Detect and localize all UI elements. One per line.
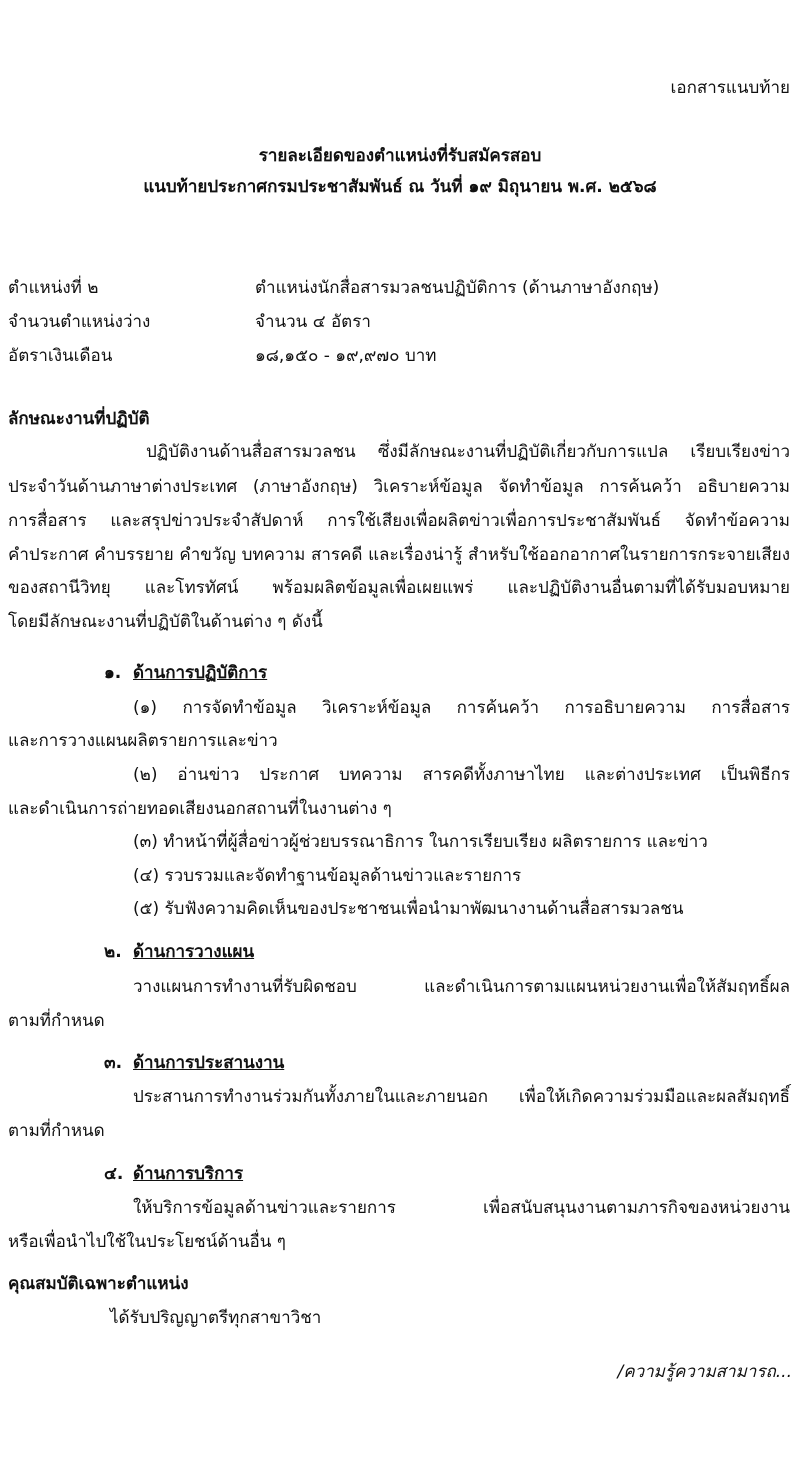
coordination-text: ประสานการทำงานร่วมกันทั้งภายในและภายนอก เพื่อให้เกิดความร่วมมือและผลสัมฤทธิ์	[133, 1087, 790, 1107]
operations-item: (๓) ทำหน้าที่ผู้สื่อข่าวผู้ช่วยบรรณาธิการ ในการเรียบเรียง ผลิตรายการ และข่าว	[133, 832, 708, 852]
salary-label: อัตราเงินเดือน	[8, 346, 113, 366]
job-description-line: ของสถานีวิทยุ และโทรทัศน์ พร้อมผลิตข้อมูลเพื่อเผยแพร่ และปฏิบัติงานอื่นตามที่ได้รับมอบหมาย	[8, 578, 790, 598]
section-number: ๓.	[104, 1053, 123, 1073]
document-subtitle: แนบท้ายประกาศกรมประชาสัมพันธ์ ณ วันที่ ๑๙ มิถุนายน พ.ศ. ๒๕๖๘	[143, 177, 657, 197]
planning-text: ตามที่กำหนด	[8, 1011, 105, 1031]
vacancy-count: จำนวน ๔ อัตรา	[255, 312, 371, 332]
salary-range: ๑๘,๑๕๐ - ๑๙,๙๗๐ บาท	[255, 346, 437, 366]
planning-heading: ด้านการวางแผน	[133, 942, 255, 962]
job-description-line: ปฏิบัติงานด้านสื่อสารมวลชน ซึ่งมีลักษณะงานที่ปฏิบัติเกี่ยวกับการแปล เรียบเรียงข่าว	[146, 442, 790, 462]
operations-item: และดำเนินการถ่ายทอดเสียงนอกสถานที่ในงานต่าง ๆ	[8, 799, 392, 819]
position-title: ตำแหน่งนักสื่อสารมวลชนปฏิบัติการ (ด้านภาษาอังกฤษ)	[255, 278, 660, 298]
continuation-note: /ความรู้ความสามารถ...	[617, 1362, 792, 1382]
service-text: หรือเพื่อนำไปใช้ในประโยชน์ด้านอื่น ๆ	[8, 1232, 286, 1252]
operations-item: (๕) รับฟังความคิดเห็นของประชาชนเพื่อนำมาพัฒนางานด้านสื่อสารมวลชน	[133, 899, 684, 919]
job-description-line: ประจำวันด้านภาษาต่างประเทศ (ภาษาอังกฤษ) วิเคราะห์ข้อมูล จัดทำข้อมูล การค้นคว้า อธิบายความ	[8, 477, 790, 497]
position-number-label: ตำแหน่งที่ ๒	[8, 278, 99, 298]
operations-heading: ด้านการปฏิบัติการ	[133, 663, 268, 683]
coordination-heading: ด้านการประสานงาน	[133, 1053, 285, 1073]
attachment-label: เอกสารแนบท้าย	[670, 78, 790, 98]
vacancy-count-label: จำนวนตำแหน่งว่าง	[8, 312, 151, 332]
coordination-text: ตามที่กำหนด	[8, 1121, 105, 1141]
job-description-line: โดยมีลักษณะงานที่ปฏิบัติในด้านต่าง ๆ ดังนี้	[8, 612, 323, 632]
job-description-line: การสื่อสาร และสรุปข่าวประจำสัปดาห์ การใช้เสียงเพื่อผลิตข่าวเพื่อการประชาสัมพันธ์ จัดทำข้อความ	[8, 511, 790, 531]
service-text: ให้บริการข้อมูลด้านข่าวและรายการ เพื่อสนับสนุนงานตามภารกิจของหน่วยงาน	[133, 1198, 790, 1218]
operations-item: (๒) อ่านข่าว ประกาศ บทความ สารคดีทั้งภาษาไทย และต่างประเทศ เป็นพิธีกร	[133, 765, 790, 785]
job-description-heading: ลักษณะงานที่ปฏิบัติ	[8, 409, 150, 429]
planning-text: วางแผนการทำงานที่รับผิดชอบ และดำเนินการตามแผนหน่วยงานเพื่อให้สัมฤทธิ์ผล	[133, 977, 790, 997]
operations-item: (๑) การจัดทำข้อมูล วิเคราะห์ข้อมูล การค้นคว้า การอธิบายความ การสื่อสาร	[133, 698, 790, 718]
qualifications-heading: คุณสมบัติเฉพาะตำแหน่ง	[8, 1274, 189, 1294]
operations-item: (๔) รวบรวมและจัดทำฐานข้อมูลด้านข่าวและรายการ	[133, 866, 522, 886]
service-heading: ด้านการบริการ	[133, 1164, 244, 1184]
document-title: รายละเอียดของตำแหน่งที่รับสมัครสอบ	[258, 146, 542, 166]
job-description-line: คำประกาศ คำบรรยาย คำขวัญ บทความ สารคดี และเรื่องน่ารู้ สำหรับใช้ออกอากาศในรายการกระจายเสียง	[8, 545, 790, 565]
qualifications-text: ได้รับปริญญาตรีทุกสาขาวิชา	[110, 1308, 322, 1328]
section-number: ๑.	[104, 663, 122, 683]
section-number: ๒.	[104, 942, 122, 962]
section-number: ๔.	[104, 1164, 124, 1184]
operations-item: และการวางแผนผลิตรายการและข่าว	[8, 731, 278, 751]
